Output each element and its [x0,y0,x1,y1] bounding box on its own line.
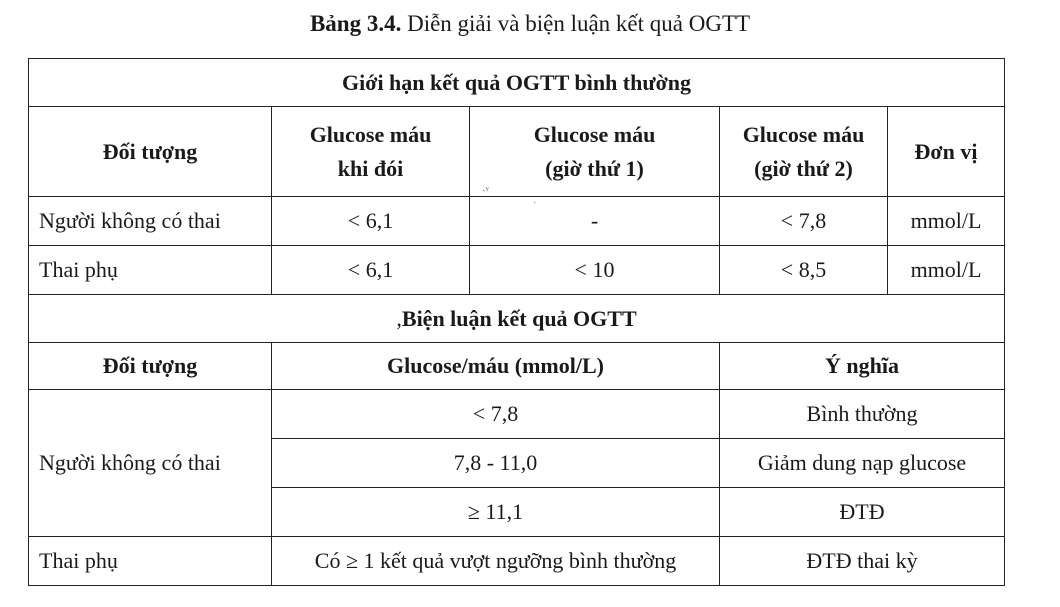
cell-subject: Thai phụ [29,246,272,295]
table-row [29,197,1005,246]
cell-meaning: Bình thường [720,390,1005,439]
cell-glucose: Có ≥ 1 kết quả vượt ngưỡng bình thường [272,537,720,586]
header2-glucose: Glucose/máu (mmol/L) [272,343,720,390]
cell-hour2: < 7,8 [720,197,888,246]
header-hour2 [720,107,888,197]
header2-meaning: Ý nghĩa [720,343,1005,390]
section1-header-row [29,107,1005,197]
scan-mark-icon: ˏᵧ [482,180,489,192]
header-fasting-line1: Glucose máu [309,121,432,147]
cell-hour1: < 10 [470,246,720,295]
header-hour2-line2: (giờ thứ 2) [754,155,853,181]
section2-title-cell [29,295,1005,343]
cell-glucose: 7,8 - 11,0 [272,439,720,488]
cell-hour1: - [470,197,720,246]
section2-title-row [29,295,1005,343]
section2-header-row [29,343,1005,390]
cell-fasting: < 6,1 [272,197,470,246]
cell-glucose: ≥ 11,1 [272,488,720,537]
cell-subject: Người không có thai [29,197,272,246]
cell-meaning: ĐTĐ thai kỳ [720,537,1005,586]
section2-title-mark: , [396,305,402,331]
header-hour1 [470,107,720,197]
cell-subject-pregnant: Thai phụ [29,537,272,586]
cell-unit: mmol/L [888,197,1005,246]
header-hour1-line1: Glucose máu [533,121,656,147]
header-fasting-line2: khi đói [337,155,404,181]
cell-fasting: < 6,1 [272,246,470,295]
cell-meaning: ĐTĐ [720,488,1005,537]
cell-hour2: < 8,5 [720,246,888,295]
header-subject: Đối tượng [29,107,272,197]
section2-title: Biện luận kết quả OGTT [401,305,637,331]
table-row [29,537,1005,586]
header2-subject: Đối tượng [29,343,272,390]
section1-title: Giới hạn kết quả OGTT bình thường [29,59,1005,107]
header-hour2-line1: Glucose máu [742,121,865,147]
table-row [29,246,1005,295]
header-fasting [272,107,470,197]
cell-subject-nonpregnant: Người không có thai [29,390,272,537]
caption-label: Bảng 3.4. [309,11,402,36]
caption-text: Diễn giải và biện luận kết quả OGTT [401,11,751,36]
section1-title-row [29,59,1005,107]
cell-unit: mmol/L [888,246,1005,295]
table-row [29,390,1005,439]
table-caption [0,8,1060,40]
cell-meaning: Giảm dung nạp glucose [720,439,1005,488]
cell-glucose: < 7,8 [272,390,720,439]
header-hour1-line2: (giờ thứ 1) [545,155,644,181]
scan-tick-icon: ˈ [533,200,537,212]
header-unit: Đơn vị [888,107,1005,197]
ogtt-table [28,58,1005,586]
